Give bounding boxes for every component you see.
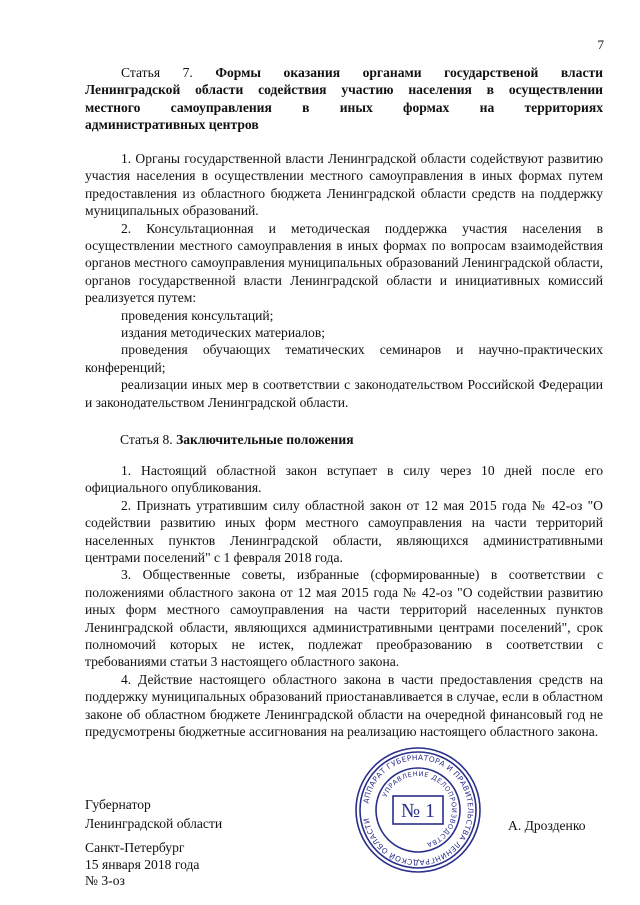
official-stamp: [352, 744, 484, 876]
article7-item-1: проведения консультаций;: [121, 307, 274, 323]
article7-paragraph-2: 2. Консультационная и методическая поддержка участия населения в осуществлении местного самоуправления в иных формах по вопросам взаимодействия органов местного самоуправления муниципальных образований Ленинградской области, органов государственной власти Ленинградской области и инициативных комиссий реализуется путем:: [85, 220, 603, 306]
article7-item-3: проведения обучающих тематических семинаров и научно-практических конференций;: [85, 342, 603, 375]
article8-body: [85, 462, 603, 741]
document-footer: [85, 840, 199, 890]
article8-label: Статья 8.: [120, 432, 173, 447]
article7-title-line1: Формы оказания органами государственой власти: [215, 65, 603, 80]
article7-heading-line2: [85, 81, 603, 98]
document-date: 15 января 2018 года: [85, 856, 200, 872]
signatory-name: А. Дрозденко: [508, 818, 586, 833]
article7-title-line4: административных центров: [85, 117, 259, 133]
article8-title: Заключительные положения: [176, 432, 354, 447]
article7-label: Статья 7.: [121, 65, 193, 80]
article7-title-line3: местного самоуправления в иных формах на территориях: [85, 99, 603, 115]
article8-paragraph-1: 1. Настоящий областной закон вступает в силу через 10 дней после его официального опубликования.: [85, 463, 603, 496]
article7-item-4: реализации иных мер в соответствии с законодательством Российской Федерации и законодательством Ленинградской области.: [85, 377, 603, 410]
article8-paragraph-2: 2. Признать утратившим силу областной закон от 12 мая 2015 года № 42-оз "О содействии развитию иных форм местного самоуправления на части территорий населенных пунктов Ленинградской области, являющихся административными центрами поселений" с 1 февраля 2018 года.: [85, 497, 603, 566]
stamp-svg: [352, 744, 484, 876]
article8-heading: [120, 431, 354, 448]
document-city: Санкт-Петербург: [85, 840, 185, 855]
document-number: № 3-оз: [85, 873, 125, 888]
signatory-title-line2: Ленинградской области: [85, 816, 223, 831]
signatory-title-line1: Губернатор: [85, 797, 151, 812]
article7-item-2: издания методических материалов;: [121, 325, 326, 341]
article7-heading: [85, 64, 603, 134]
article7-heading-line4: [85, 116, 603, 133]
article8-paragraph-3: 3. Общественные советы, избранные (сформированные) в соответствии с положениями областного закона от 12 мая 2015 года № 42-оз "О содействии развитию иных форм местного самоуправления на части территорий населенных пунктов Ленинградской области, являющихся административными центрами поселений", срок полномочий которых не истек, подлежат преобразованию в соответствии с требованиями статьи 3 настоящего областного закона.: [85, 567, 603, 670]
article7-heading-line1: [85, 64, 603, 81]
signatory-title: [85, 795, 222, 833]
article7-body: [85, 150, 603, 411]
svg-text:АППАРАТ ГУБЕРНАТОРА И ПРАВИТЕЛ: АППАРАТ ГУБЕРНАТОРА И ПРАВИТЕЛЬСТВА ЛЕНИНГРАДСКОЙ ОБЛАСТИ: [361, 752, 476, 868]
stamp-number: № 1: [400, 800, 436, 822]
svg-text:УПРАВЛЕНИЕ ДЕЛОПРОИЗВОДСТВА: УПРАВЛЕНИЕ ДЕЛОПРОИЗВОДСТВА: [380, 769, 459, 849]
article7-paragraph-1: 1. Органы государственной власти Ленинградской области содействуют развитию участия населения в осуществлении местного самоуправления в иных формах путем предоставления из областного бюджета Ленинградской области средств на поддержку муниципальных образований.: [85, 151, 603, 219]
article7-heading-line3: [85, 99, 603, 116]
article7-title-line2: Ленинградской области содействия участию населения в осуществлении: [85, 82, 603, 98]
article8-paragraph-4: 4. Действие настоящего областного закона в части предоставления средств на поддержку муниципальных образований приостанавливается в случае, если в областном законе об областном бюджете Ленинградской области на очередной финансовый год не предусмотрены бюджетные ассигнования на реализацию настоящего областного закона.: [85, 671, 603, 740]
page-number: 7: [597, 37, 604, 52]
